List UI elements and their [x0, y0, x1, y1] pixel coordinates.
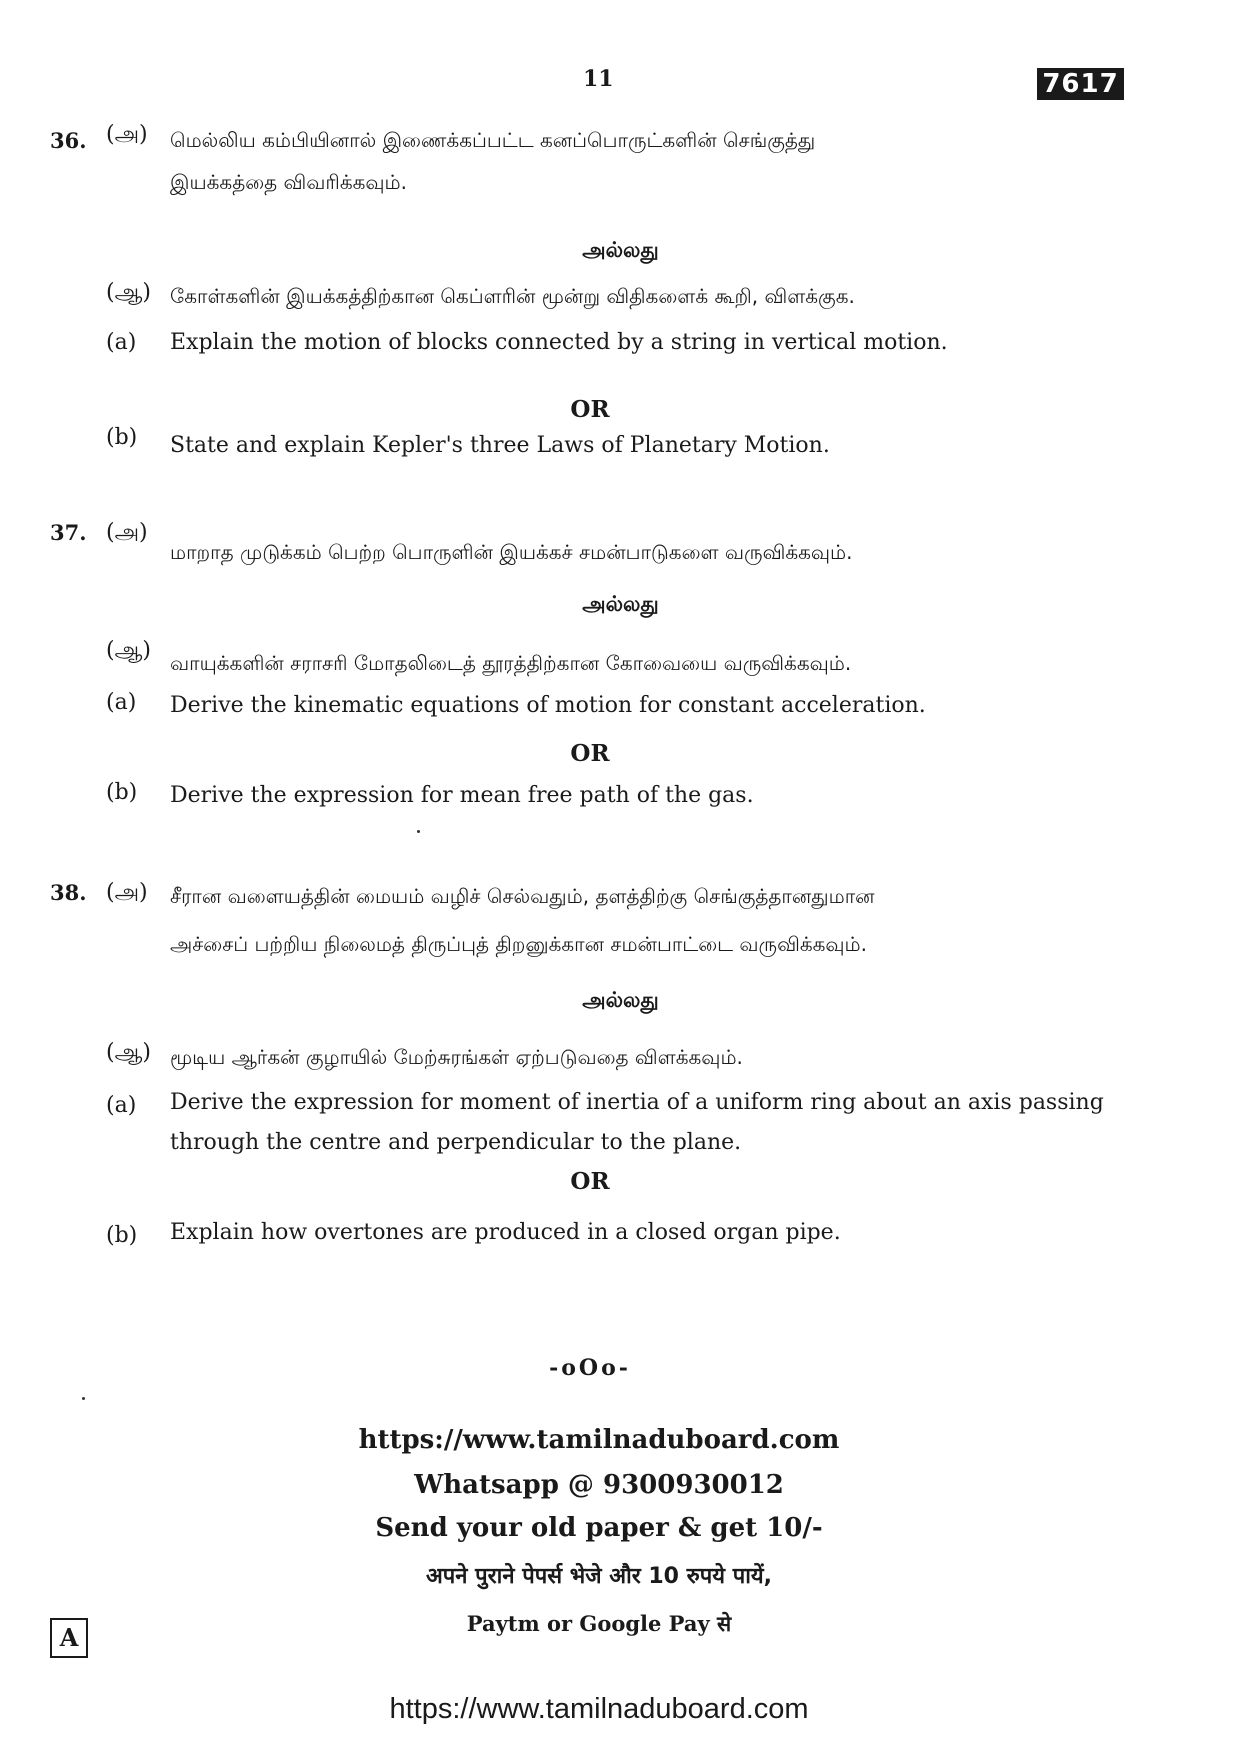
footer-site-link[interactable]: https://www.tamilnaduboard.com: [358, 1425, 840, 1455]
tamil-b-text: கோள்களின் இயக்கத்திற்கான கெப்ளரின் மூன்று விதிகளைக் கூறி, விளக்குக.: [170, 284, 855, 308]
footer-payment: Paytm or Google Pay से: [466, 1611, 732, 1636]
paper-code-badge: 7617: [1037, 68, 1124, 100]
tamil-or: அல்லது: [582, 988, 659, 1012]
tamil-or: அல்லது: [582, 238, 659, 262]
english-a-text: Explain the motion of blocks connected by a string in vertical motion.: [170, 330, 948, 355]
tamil-a-line-1: சீரான வளையத்தின் மையம் வழிச் செல்வதும், தளத்திற்கு செங்குத்தானதுமான: [170, 884, 875, 908]
english-b-label: (b): [106, 425, 138, 450]
tamil-a-line-2: அச்சைப் பற்றிய நிலைமத் திருப்புத் திறனுக்கான சமன்பாட்டை வருவிக்கவும்.: [170, 932, 868, 956]
english-a-label: (a): [106, 330, 137, 355]
tamil-b-text: வாயுக்களின் சராசரி மோதலிடைத் தூரத்திற்கான கோவையை வருவிக்கவும்.: [170, 651, 852, 675]
english-b-label: (b): [106, 1223, 138, 1248]
tamil-b-marker: (ஆ): [106, 638, 151, 663]
english-a-label: (a): [106, 690, 137, 715]
english-a-text: Derive the kinematic equations of motion for constant acceleration.: [170, 693, 926, 718]
tamil-a-marker: (அ): [106, 520, 148, 545]
english-b-text: State and explain Kepler's three Laws of Planetary Motion.: [170, 433, 830, 458]
page-number: 11: [583, 66, 614, 92]
english-or: OR: [570, 740, 610, 767]
tamil-b-marker: (ஆ): [106, 280, 151, 305]
english-a-label: (a): [106, 1093, 137, 1118]
english-a-line-2: through the centre and perpendicular to the plane.: [170, 1130, 742, 1155]
tamil-a-line-1: மெல்லிய கம்பியினால் இணைக்கப்பட்ட கனப்பொருட்களின் செங்குத்து: [170, 128, 816, 152]
footer-offer: Send your old paper & get 10/-: [375, 1513, 823, 1543]
question-number: 38.: [50, 880, 87, 905]
end-mark: -oOo-: [549, 1355, 631, 1381]
footer-hindi: अपने पुराने पेपर्स भेजे और 10 रुपये पायें,: [425, 1564, 773, 1589]
footer-whatsapp: Whatsapp @ 9300930012: [414, 1470, 784, 1500]
question-number: 36.: [50, 128, 87, 153]
speck: [82, 1397, 85, 1400]
english-a-line-1: Derive the expression for moment of inertia of a uniform ring about an axis passing: [170, 1090, 1104, 1115]
tamil-b-marker: (ஆ): [106, 1040, 151, 1065]
tamil-a-marker: (அ): [106, 122, 148, 147]
tamil-a-line-1: மாறாத முடுக்கம் பெற்ற பொருளின் இயக்கச் சமன்பாடுகளை வருவிக்கவும்.: [170, 540, 853, 564]
speck: [417, 830, 420, 833]
english-b-label: (b): [106, 780, 138, 805]
bottom-url[interactable]: https://www.tamilnaduboard.com: [389, 1693, 809, 1725]
tamil-a-marker: (அ): [106, 880, 148, 905]
tamil-a-line-2: இயக்கத்தை விவரிக்கவும்.: [170, 170, 407, 194]
english-or: OR: [570, 396, 610, 423]
english-b-text: Explain how overtones are produced in a closed organ pipe.: [170, 1220, 841, 1245]
set-letter-box: A: [50, 1618, 88, 1658]
tamil-b-text: மூடிய ஆர்கன் குழாயில் மேற்சுரங்கள் ஏற்படுவதை விளக்கவும்.: [170, 1045, 743, 1069]
question-number: 37.: [50, 520, 87, 545]
english-b-text: Derive the expression for mean free path of the gas.: [170, 783, 754, 808]
tamil-or: அல்லது: [582, 592, 659, 616]
english-or: OR: [570, 1168, 610, 1195]
